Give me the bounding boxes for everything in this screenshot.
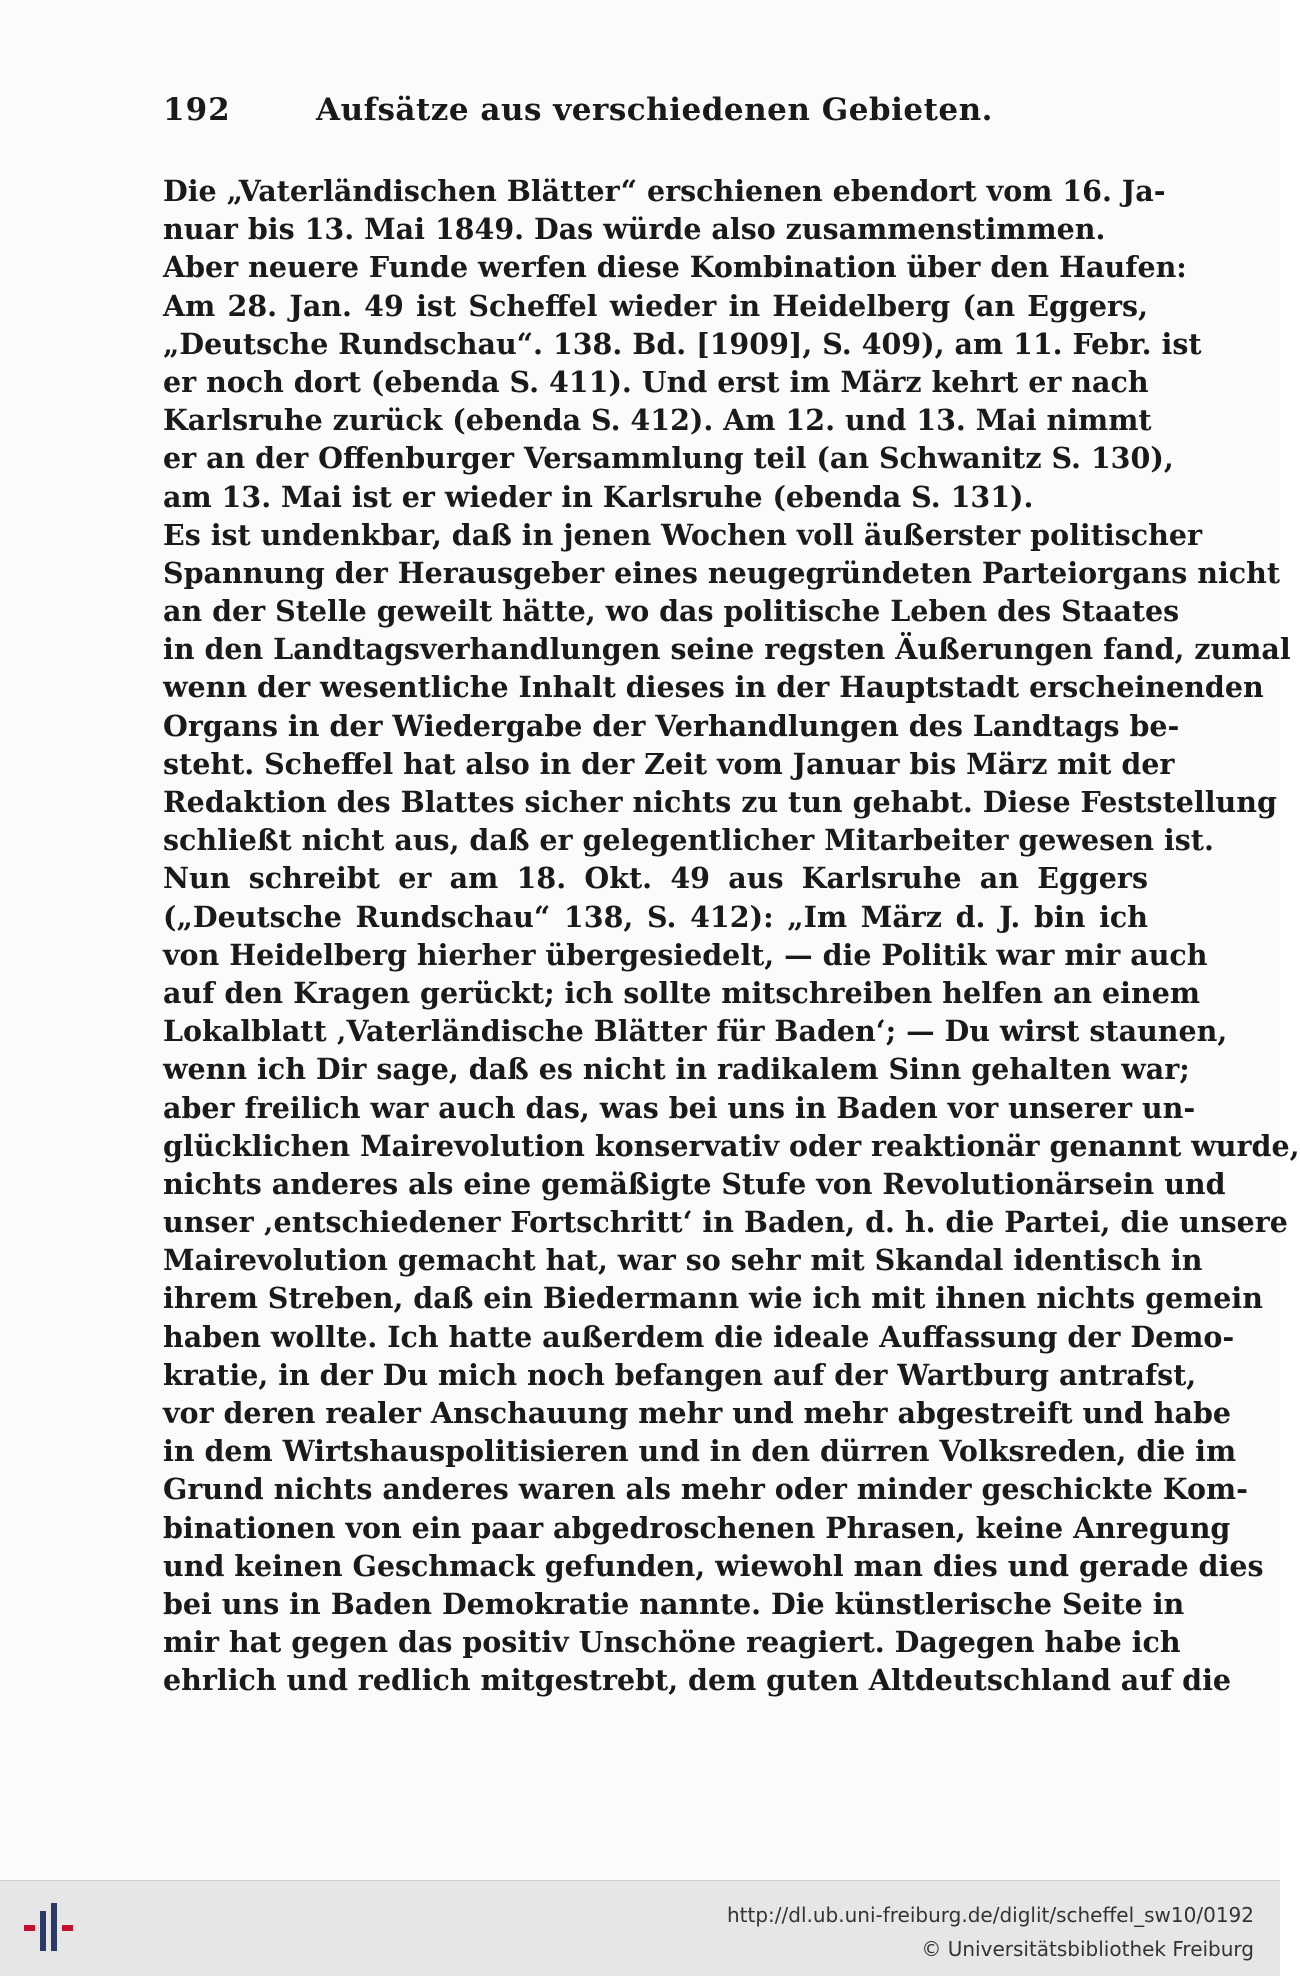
text-line: Redaktion des Blattes sicher nichts zu tun gehabt. Diese Feststellung xyxy=(163,785,1277,819)
text-line: auf den Kragen gerückt; ich sollte mitschreiben helfen an einem xyxy=(163,975,1201,1010)
text-line: („Deutsche Rundschau“ 138, S. 412): „Im März d. J. bin ich xyxy=(163,899,1148,934)
text-line: Karlsruhe zurück (ebenda S. 412). Am 12. und 13. Mai nimmt xyxy=(163,403,1152,438)
text-line: kratie, in der Du mich noch befangen auf der Wartburg antrafst, xyxy=(163,1357,1197,1392)
text-line: ehrlich und redlich mitgestrebt, dem guten Altdeutschland auf die xyxy=(163,1663,1232,1698)
text-line: am 13. Mai ist er wieder in Karlsruhe (ebenda S. 131). xyxy=(163,479,1034,514)
text-line: „Deutsche Rundschau“. 138. Bd. [1909], S. 409), am 11. Febr. ist xyxy=(163,326,1202,361)
text-line: bei uns in Baden Demokratie nannte. Die künstlerische Seite in xyxy=(163,1586,1185,1621)
text-line: aber freilich war auch das, was bei uns in Baden vor unserer un- xyxy=(163,1090,1196,1125)
page-number: 192 xyxy=(163,92,231,128)
text-line: vor deren realer Anschauung mehr und mehr abgestreift und habe xyxy=(163,1396,1232,1430)
text-line: und keinen Geschmack gefunden, wiewohl man dies und gerade dies xyxy=(163,1548,1264,1583)
text-line: nichts anderes als eine gemäßigte Stufe von Revolutionärsein und xyxy=(163,1166,1226,1201)
text-line: wenn der wesentliche Inhalt dieses in der Hauptstadt erscheinenden xyxy=(163,670,1264,705)
page-header xyxy=(163,92,1146,138)
paragraph xyxy=(163,172,1166,248)
paragraph xyxy=(163,859,1300,1699)
text-line: binationen von ein paar abgedroschenen Phrasen, keine Anregung xyxy=(163,1510,1231,1545)
source-url-link[interactable]: http://dl.ub.uni-freiburg.de/diglit/scheffel_sw10/0192 xyxy=(727,1903,1254,1927)
text-line: nuar bis 13. Mai 1849. Das würde also zusammenstimmen. xyxy=(163,212,1106,247)
text-line: Spannung der Herausgeber eines neugegründeten Parteiorgans nicht xyxy=(163,555,1281,590)
copyright-notice: © Universitätsbibliothek Freiburg xyxy=(921,1937,1254,1961)
body-text xyxy=(163,172,1300,1700)
text-line: wenn ich Dir sage, daß es nicht in radikalem Sinn gehalten war; xyxy=(163,1052,1190,1087)
text-line: Am 28. Jan. 49 ist Scheffel wieder in Heidelberg (an Eggers, xyxy=(163,288,1148,323)
footer-bar xyxy=(0,1880,1280,1976)
text-line: steht. Scheffel hat also in der Zeit vom Januar bis März mit der xyxy=(163,746,1175,781)
text-line: haben wollte. Ich hatte außerdem die ideale Auffassung der Demo- xyxy=(163,1319,1235,1354)
text-line: unser ‚entschiedener Fortschritt‘ in Baden, d. h. die Partei, die unsere xyxy=(163,1205,1288,1240)
text-line: Grund nichts anderes waren als mehr oder minder geschickte Kom- xyxy=(163,1472,1248,1507)
text-line: ihrem Streben, daß ein Biedermann wie ich mit ihnen nichts gemein xyxy=(163,1281,1263,1316)
text-line: Die „Vaterländischen Blätter“ erschienen ebendort vom 16. Ja- xyxy=(163,174,1166,208)
text-line: mir hat gegen das positiv Unschöne reagiert. Dagegen habe ich xyxy=(163,1625,1181,1660)
text-line: in den Landtagsverhandlungen seine regsten Äußerungen fand, zumal xyxy=(163,632,1291,667)
text-line: Organs in der Wiedergabe der Verhandlungen des Landtags be- xyxy=(163,708,1180,743)
text-line: schließt nicht aus, daß er gelegentlicher Mitarbeiter gewesen ist. xyxy=(163,823,1214,858)
paragraph xyxy=(163,516,1291,860)
text-line: Mairevolution gemacht hat, war so sehr mit Skandal identisch in xyxy=(163,1243,1203,1278)
text-line: Nun schreibt er am 18. Okt. 49 aus Karlsruhe an Eggers xyxy=(163,861,1148,896)
text-line: er noch dort (ebenda S. 411). Und erst im März kehrt er nach xyxy=(163,364,1149,399)
paragraph xyxy=(163,248,1202,515)
text-line: Es ist undenkbar, daß in jenen Wochen voll äußerster politischer xyxy=(163,517,1202,552)
text-line: er an der Offenburger Versammlung teil (an Schwanitz S. 130), xyxy=(163,441,1174,476)
text-line: Aber neuere Funde werfen diese Kombination über den Haufen: xyxy=(163,250,1187,285)
ub-freiburg-logo-icon xyxy=(20,1897,76,1957)
text-line: an der Stelle geweilt hätte, wo das politische Leben des Staates xyxy=(163,594,1180,629)
text-line: Lokalblatt ‚Vaterländische Blätter für Baden‘; — Du wirst staunen, xyxy=(163,1014,1228,1049)
running-title: Aufsätze aus verschiedenen Gebieten. xyxy=(316,92,993,128)
text-line: glücklichen Mairevolution konservativ oder reaktionär genannt wurde, xyxy=(163,1128,1300,1163)
text-line: von Heidelberg hierher übergesiedelt, — die Politik war mir auch xyxy=(163,937,1208,972)
text-line: in dem Wirtshauspolitisieren und in den dürren Volksreden, die im xyxy=(163,1434,1237,1469)
